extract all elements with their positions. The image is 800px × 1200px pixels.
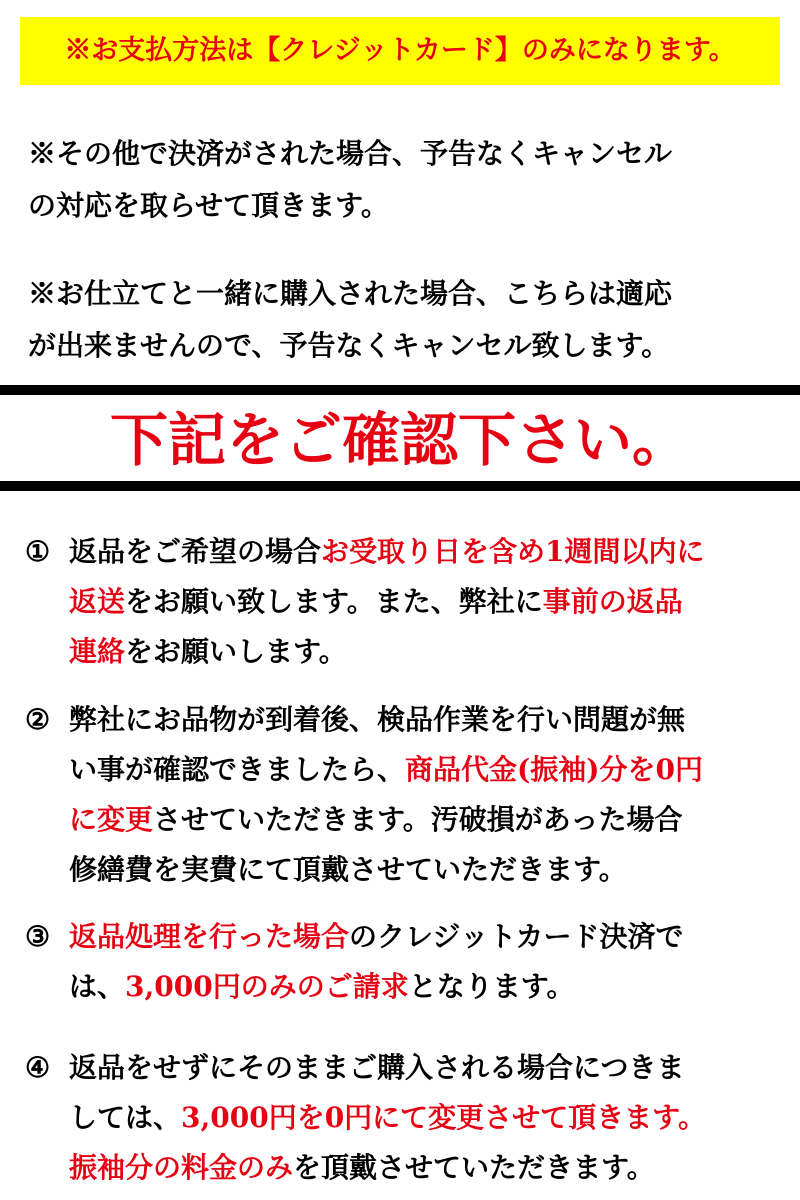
text-plain: をお願いします。 bbox=[125, 635, 347, 668]
text-plain: となります。 bbox=[408, 970, 575, 1003]
divider-bottom bbox=[0, 481, 800, 491]
return-item-1 bbox=[25, 527, 785, 677]
item-number: ③ bbox=[25, 920, 51, 953]
item-line bbox=[69, 1143, 785, 1193]
divider-top bbox=[0, 385, 800, 395]
item-body bbox=[69, 912, 785, 1012]
text-plain: を頂戴させていただきます。 bbox=[293, 1151, 655, 1184]
text-plain: させていただきます。汚破損があった場合 bbox=[153, 803, 683, 836]
item-line bbox=[69, 577, 785, 627]
text-highlight: 事前の返品 bbox=[542, 585, 683, 618]
text-plain: 返品をせずにそのままご購入される場合につきま bbox=[69, 1051, 685, 1084]
item-line bbox=[69, 1093, 785, 1143]
notice-line: が出来ませんので、予告なくキャンセル致します。 bbox=[28, 329, 670, 362]
item-body bbox=[69, 527, 785, 677]
item-line bbox=[69, 745, 785, 795]
text-highlight: 連絡 bbox=[69, 635, 126, 668]
text-highlight: に変更 bbox=[69, 803, 154, 836]
item-number: ④ bbox=[25, 1051, 51, 1084]
text-plain: 返品をご希望の場合 bbox=[69, 535, 322, 568]
text-highlight: 振袖分の料金のみ bbox=[69, 1151, 294, 1184]
item-body bbox=[69, 1043, 785, 1193]
text-highlight: 3,000円を0円にて変更させて頂きます。 bbox=[181, 1101, 706, 1134]
text-plain: は、 bbox=[69, 970, 126, 1003]
text-highlight: お受取り日を含め1週間以内に bbox=[321, 535, 705, 568]
text-highlight: 商品代金(振袖)分を0円 bbox=[405, 753, 703, 786]
text-plain: 修繕費を実費にて頂戴させていただきます。 bbox=[69, 853, 627, 886]
item-line bbox=[69, 527, 785, 577]
text-plain: い事が確認できましたら、 bbox=[69, 753, 406, 786]
notice-line: ※お仕立てと一緒に購入された場合、こちらは適応 bbox=[28, 277, 673, 310]
item-line bbox=[69, 962, 785, 1012]
notice-other-payment bbox=[28, 128, 778, 232]
item-number: ② bbox=[25, 703, 51, 736]
text-highlight: 返送 bbox=[69, 585, 126, 618]
text-highlight: 返品処理を行った場合 bbox=[69, 920, 350, 953]
notice-line: の対応を取らせて頂きます。 bbox=[28, 189, 389, 222]
item-number: ① bbox=[25, 535, 51, 568]
item-line bbox=[69, 627, 785, 677]
return-item-2 bbox=[25, 695, 785, 895]
text-plain: のクレジットカード決済で bbox=[349, 920, 684, 953]
text-plain: しては、 bbox=[69, 1101, 182, 1134]
item-line bbox=[69, 1043, 785, 1093]
notice-line: ※その他で決済がされた場合、予告なくキャンセル bbox=[28, 137, 673, 170]
payment-method-banner: ※お支払方法は【クレジットカード】のみになります。 bbox=[20, 17, 780, 85]
text-plain: 弊社にお品物が到着後、検品作業を行い問題が無 bbox=[69, 703, 686, 736]
item-line bbox=[69, 912, 785, 962]
item-body bbox=[69, 695, 785, 895]
text-plain: をお願い致します。また、弊社に bbox=[125, 585, 543, 618]
item-line bbox=[69, 695, 785, 745]
text-highlight: 3,000円のみのご請求 bbox=[125, 970, 409, 1003]
return-item-4 bbox=[25, 1043, 785, 1193]
confirm-headline: 下記をご確認下さい。 bbox=[109, 406, 690, 474]
notice-tailoring-purchase bbox=[28, 268, 778, 372]
return-item-3 bbox=[25, 912, 785, 1012]
item-line bbox=[69, 845, 785, 895]
item-line bbox=[69, 795, 785, 845]
